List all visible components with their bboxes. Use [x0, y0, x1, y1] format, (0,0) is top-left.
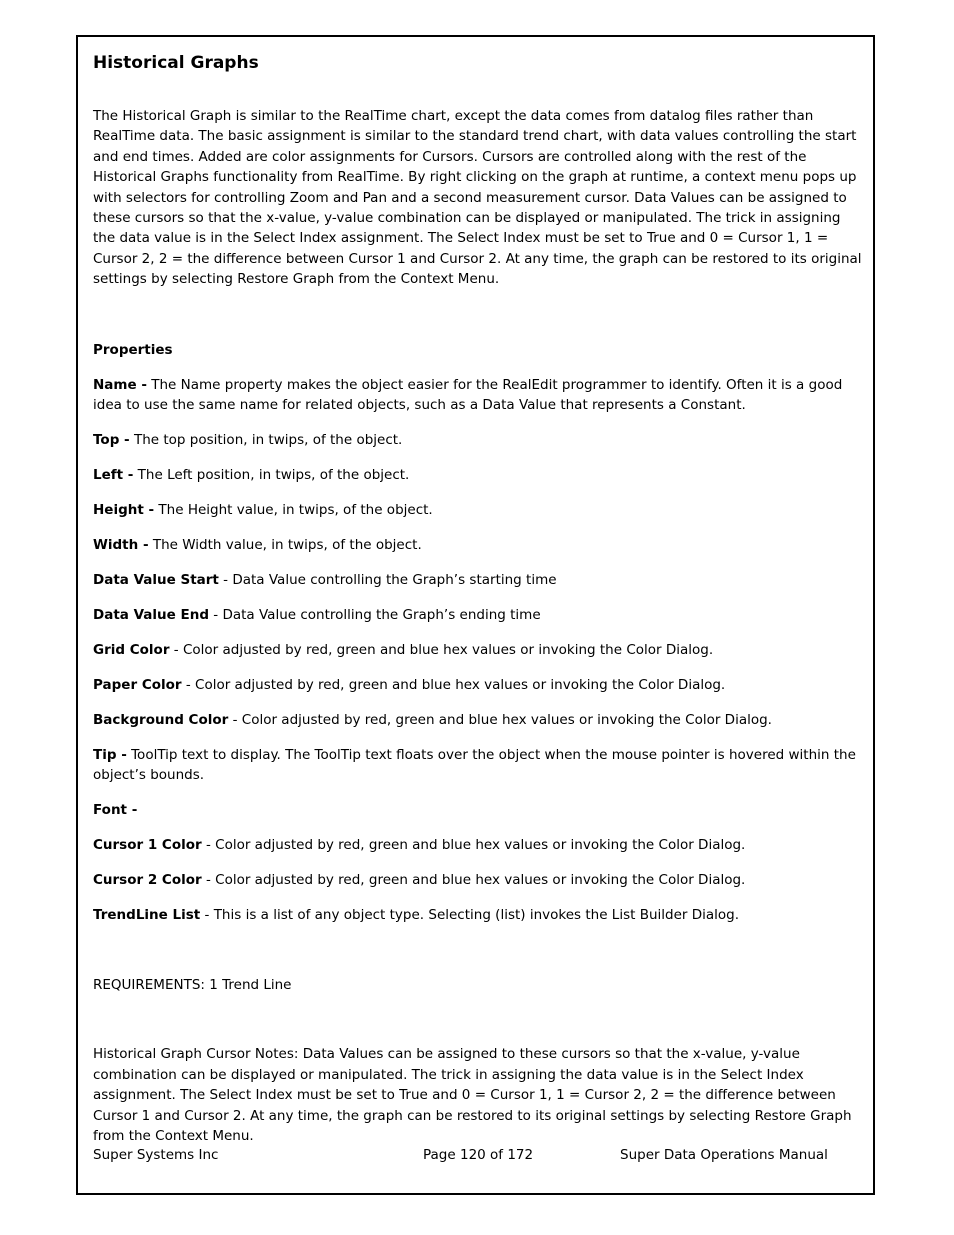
property-description: - Color adjusted by red, green and blue hex values or invoking the Color Dialog. — [169, 642, 714, 659]
property-description: - Color adjusted by red, green and blue hex values or invoking the Color Dialog. — [181, 677, 726, 694]
property-data-value-start — [93, 570, 863, 590]
page-content — [93, 50, 863, 1160]
property-description: - Color adjusted by red, green and blue hex values or invoking the Color Dialog. — [228, 712, 772, 729]
property-label: Tip - — [93, 747, 127, 764]
property-description: The Name property makes the object easier for the RealEdit programmer to identify. Often it is a good idea to use the same name for related objects, such as a Data Value that represents a Constant. — [93, 376, 843, 414]
property-cursor-1-color — [93, 835, 863, 855]
property-background-color — [93, 710, 863, 730]
property-description: The Width value, in twips, of the object. — [148, 537, 422, 554]
footer-page-number: Page 120 of 172 — [423, 1147, 534, 1163]
property-description: The Height value, in twips, of the object. — [154, 502, 433, 519]
property-description: - Data Value controlling the Graph’s starting time — [218, 572, 557, 589]
property-description: The top position, in twips, of the object. — [129, 432, 403, 449]
property-left — [93, 465, 863, 485]
property-label: Height - — [93, 502, 155, 519]
footer-manual-title: Super Data Operations Manual — [620, 1147, 828, 1163]
property-description: - This is a list of any object type. Selecting (list) invokes the List Builder Dialog. — [200, 907, 740, 924]
property-description: - Color adjusted by red, green and blue hex values or invoking the Color Dialog. — [201, 872, 746, 889]
page-title: Historical Graphs — [93, 53, 259, 73]
property-description: The Left position, in twips, of the object. — [133, 467, 410, 484]
property-description: ToolTip text to display. The ToolTip text floats over the object when the mouse pointer is hovered within the object’s bounds. — [93, 747, 856, 784]
property-width — [93, 535, 863, 555]
property-label: Name - — [93, 376, 147, 393]
property-label: Top - — [93, 432, 130, 449]
property-data-value-end — [93, 605, 863, 625]
property-paper-color — [93, 675, 863, 695]
requirements-text: REQUIREMENTS: 1 Trend Line — [93, 976, 292, 993]
property-label: TrendLine List — [93, 907, 201, 924]
property-label: Background Color — [93, 712, 229, 729]
property-label: Data Value End — [93, 607, 209, 624]
property-cursor-2-color — [93, 870, 863, 890]
property-description: - Color adjusted by red, green and blue hex values or invoking the Color Dialog. — [201, 837, 746, 854]
property-font — [93, 800, 863, 820]
property-label: Width - — [93, 537, 149, 554]
property-description: - Data Value controlling the Graph’s ending time — [209, 607, 541, 624]
cursor-notes-paragraph: Historical Graph Cursor Notes: Data Values can be assigned to these cursors so that the x-value, y-value combination can be displayed or manipulated. The trick in assigning the data value is in the Select Index assignment. The Select Index must be set to True and 0 = Cursor 1, 1 = Cursor 2, 2 = the difference between Cursor 1 and Cursor 2. At any time, the graph can be restored to its original settings by selecting Restore Graph from the Context Menu. — [93, 1046, 852, 1144]
properties-heading: Properties — [93, 341, 173, 358]
property-label: Paper Color — [93, 677, 182, 694]
property-label: Cursor 2 Color — [93, 872, 202, 889]
property-label: Grid Color — [93, 642, 170, 659]
property-top — [93, 430, 863, 450]
property-grid-color — [93, 640, 863, 660]
property-name — [93, 375, 863, 416]
footer-company: Super Systems Inc — [93, 1147, 219, 1163]
property-height — [93, 500, 863, 520]
properties-list — [93, 375, 863, 926]
property-label: Cursor 1 Color — [93, 837, 202, 854]
property-tip — [93, 745, 863, 786]
property-trendline-list — [93, 905, 863, 925]
intro-paragraph: The Historical Graph is similar to the RealTime chart, except the data comes from datalog files rather than RealTime data. The basic assignment is similar to the standard trend chart, with data values controlling the start and end times. Added are color assignments for Cursors. Cursors are controlled along with the rest of the Historical Graphs functionality from RealTime. By right clicking on the graph at runtime, a context menu pops up with selectors for controlling Zoom and Pan and a second measurement cursor. Data Values can be assigned to these cursors so that the x-value, y-value combination can be displayed or manipulated. The trick in assigning the data value is in the Select Index assignment. The Select Index must be set to True and 0 = Cursor 1, 1 = Cursor 2, 2 = the difference between Cursor 1 and Cursor 2. At any time, the graph can be restored to its original settings by selecting Restore Graph from the Context Menu. — [93, 108, 862, 288]
property-label: Left - — [93, 467, 134, 484]
property-label: Data Value Start — [93, 572, 219, 589]
property-label: Font - — [93, 802, 138, 819]
